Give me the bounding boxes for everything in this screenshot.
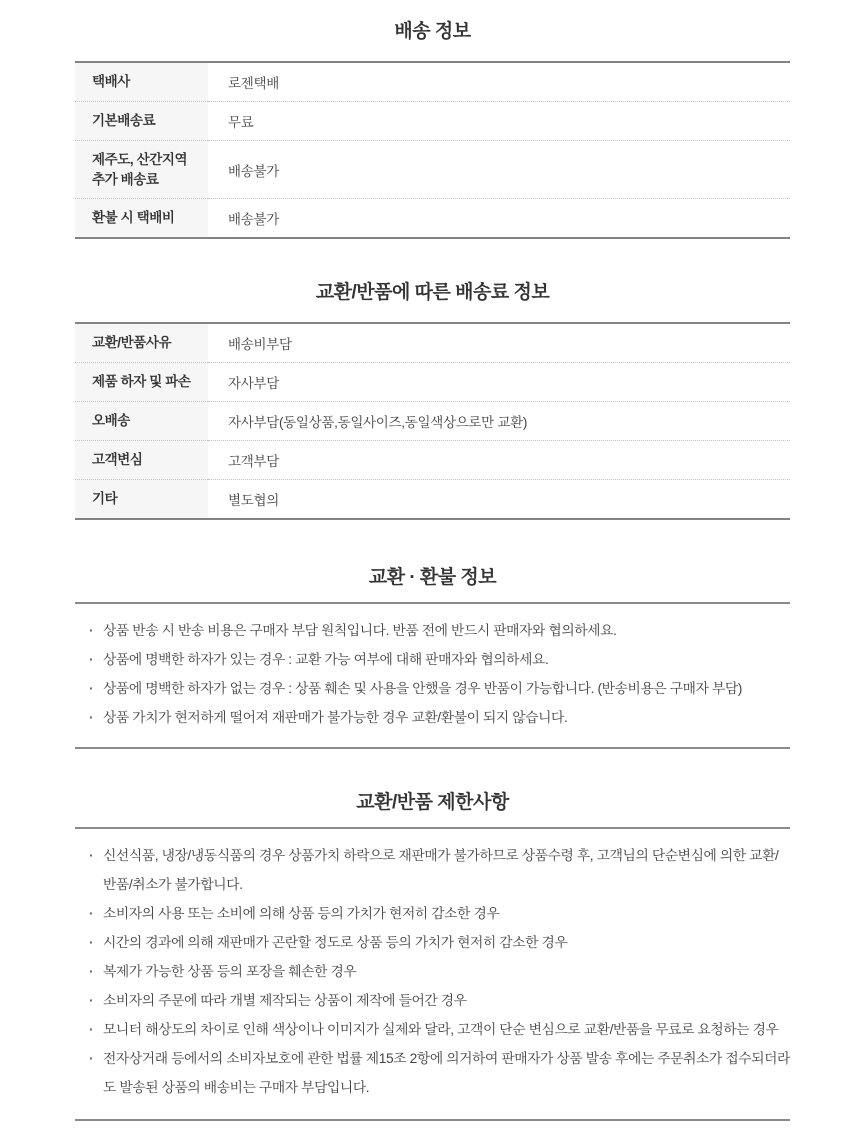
list-item (89, 674, 790, 703)
row-value: 무료 (208, 102, 790, 141)
shipping-info-table (75, 61, 790, 239)
list-item-text: 복제가 가능한 상품 등의 포장을 훼손한 경우 (103, 964, 357, 980)
row-value: 자사부담(동일상품,동일사이즈,동일색상으로만 교환) (208, 402, 790, 441)
exchange-fee-table (75, 322, 790, 520)
table-row (75, 402, 790, 441)
list-item (89, 928, 790, 957)
bullet-dot-icon: · (89, 710, 94, 726)
list-item-text: 시간의 경과에 의해 재판매가 곤란할 정도로 상품 등의 가치가 현저히 감소한 경우 (103, 935, 568, 951)
list-item (89, 957, 790, 986)
section-restrictions (75, 787, 790, 1121)
bullet-dot-icon: · (89, 935, 94, 951)
divider (75, 1119, 790, 1121)
restrictions-title: 교환/반품 제한사항 (356, 792, 509, 814)
bullet-dot-icon: · (89, 623, 94, 639)
row-label: 기타 (75, 480, 208, 520)
bullet-dot-icon: · (89, 906, 94, 922)
bullet-dot-icon: · (89, 681, 94, 697)
section-exchange-fee-info (75, 277, 790, 520)
row-value: 로젠택배 (228, 76, 279, 91)
row-value: 배송불가 (208, 199, 790, 239)
row-label: 제품 하자 및 파손 (75, 363, 208, 402)
table-row (75, 363, 790, 402)
list-item-text: 상품 반송 시 반송 비용은 구매자 부담 원칙입니다. 반품 전에 반드시 판매자와 협의하세요. (103, 623, 617, 639)
refund-info-list (75, 604, 790, 745)
table-row (75, 102, 790, 141)
list-item-text: 상품 가치가 현저하게 떨어져 재판매가 불가능한 경우 교환/환불이 되지 않습니다. (103, 710, 568, 726)
table-row (75, 141, 790, 199)
bullet-dot-icon: · (89, 964, 94, 980)
list-item-text: 모니터 해상도의 차이로 인해 색상이나 이미지가 실제와 달라, 고객이 단순 변심으로 교환/반품을 무료로 요청하는 경우 (103, 1022, 779, 1038)
bullet-dot-icon: · (89, 652, 94, 668)
exchange-fee-title: 교환/반품에 따른 배송료 정보 (315, 282, 550, 304)
list-item (89, 986, 790, 1015)
row-value: 별도협의 (208, 480, 790, 520)
restrictions-list (75, 829, 790, 1115)
section-refund-info (75, 562, 790, 749)
row-label: 제주도, 산간지역 추가 배송료 (75, 141, 208, 199)
row-value: 자사부담 (208, 363, 790, 402)
bullet-dot-icon: · (89, 993, 94, 1009)
row-label: 환불 시 택배비 (75, 199, 208, 239)
row-value: 고객부담 (208, 441, 790, 480)
list-item (89, 899, 790, 928)
row-label: 교환/반품사유 (75, 323, 208, 363)
list-item-text: 전자상거래 등에서의 소비자보호에 관한 법률 제15조 2항에 의거하여 판매자가 상품 발송 후에는 주문취소가 접수되더라도 발송된 상품의 배송비는 구매자 부담입니다. (103, 1051, 790, 1096)
bullet-dot-icon: · (89, 1022, 94, 1038)
bullet-dot-icon: · (89, 848, 94, 864)
list-item (89, 616, 790, 645)
list-item (89, 645, 790, 674)
list-item-text: 상품에 명백한 하자가 있는 경우 : 교환 가능 여부에 대해 판매자와 협의하세요. (103, 652, 549, 668)
list-item (89, 841, 790, 899)
list-item-text: 소비자의 사용 또는 소비에 의해 상품 등의 가치가 현저히 감소한 경우 (103, 906, 500, 922)
refund-info-title: 교환 · 환불 정보 (368, 567, 497, 589)
list-item (89, 1015, 790, 1044)
row-label: 택배사 (75, 62, 208, 102)
list-item (89, 703, 790, 732)
section-shipping-info (75, 16, 790, 239)
table-row (75, 323, 790, 363)
row-value: 배송비부담 (228, 337, 292, 353)
divider (75, 747, 790, 749)
row-value: 배송불가 (208, 141, 790, 199)
table-row (75, 480, 790, 520)
row-label: 기본배송료 (75, 102, 208, 141)
list-item-text: 소비자의 주문에 따라 개별 제작되는 상품이 제작에 들어간 경우 (103, 993, 467, 1009)
shipping-info-title: 배송 정보 (394, 21, 471, 42)
list-item-text: 상품에 명백한 하자가 없는 경우 : 상품 훼손 및 사용을 안했을 경우 반품이 가능합니다. (반송비용은 구매자 부담) (103, 681, 743, 697)
list-item-text: 신선식품, 냉장/냉동식품의 경우 상품가치 하락으로 재판매가 불가하므로 상품수령 후, 고객님의 단순변심에 의한 교환/반품/취소가 불가합니다. (103, 848, 779, 893)
row-label: 오배송 (75, 402, 208, 441)
bullet-dot-icon: · (89, 1051, 94, 1067)
table-row (75, 62, 790, 102)
list-item (89, 1044, 790, 1102)
table-row (75, 199, 790, 239)
table-row (75, 441, 790, 480)
row-label: 고객변심 (75, 441, 208, 480)
